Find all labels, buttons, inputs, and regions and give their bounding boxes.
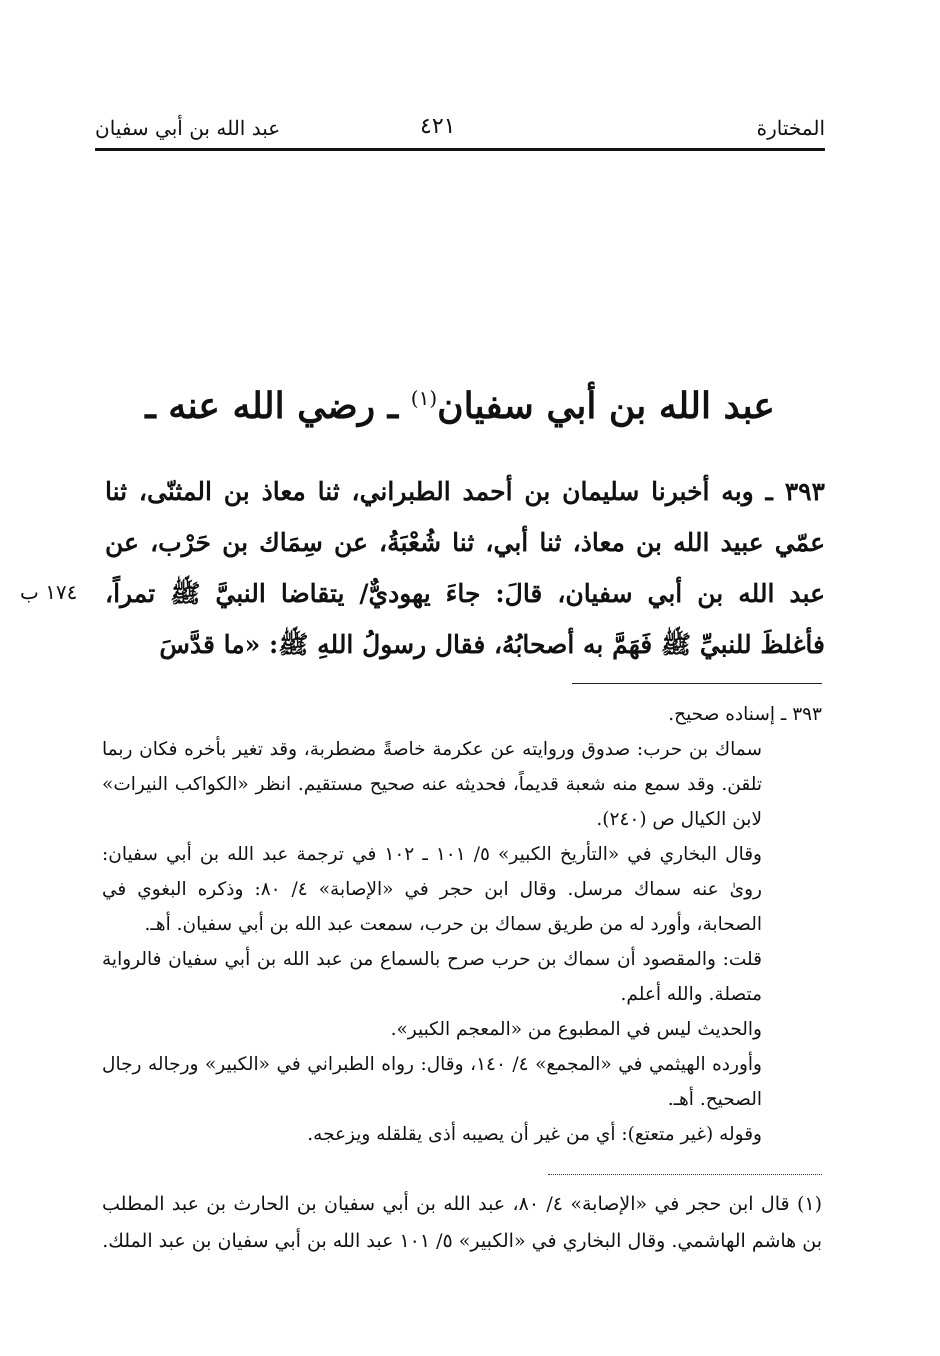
footnote-text: قال ابن حجر في «الإصابة» ٤/ ٨٠، عبد الله بن أبي سفيان بن الحارث بن عبد المطلب بن هاشم الهاشمي. وقال البخاري في «الكبير» ٥/ ١٠١ عبد الله بن أبي سفيان بن عبد الملك. [102, 1193, 822, 1252]
commentary-heading: ٣٩٣ ـ إسناده صحيح. [668, 704, 822, 725]
header-book-title: المختارة [756, 116, 825, 140]
title-footnote-ref: (١) [410, 386, 438, 410]
manuscript-folio-note: ١٧٤ ب [20, 580, 78, 604]
commentary-paragraph: وأورده الهيثمي في «المجمع» ٤/ ١٤٠، وقال: رواه الطبراني في «الكبير» ورجاله رجال الصحيح. أهـ. [102, 1054, 762, 1110]
footnote-separator [548, 1174, 822, 1175]
running-header [95, 112, 825, 152]
header-page-number: ٤٢١ [420, 114, 456, 139]
commentary-paragraph: وقوله (غير متعتع): أي من غير أن يصيبه أذى يقلقله ويزعجه. [307, 1124, 762, 1145]
header-section-title: عبد الله بن أبي سفيان [95, 116, 281, 140]
footnote [102, 1186, 822, 1260]
hadith-number: ٣٩٣ [784, 477, 825, 506]
commentary-paragraph: قلت: والمقصود أن سماك بن حرب صرح بالسماع من عبد الله بن أبي سفيان فالرواية متصلة. والله أعلم. [102, 949, 762, 1005]
commentary-paragraph: والحديث ليس في المطبوع من «المعجم الكبير». [390, 1019, 762, 1040]
header-rule [95, 148, 825, 151]
commentary [102, 697, 822, 1152]
chapter-title [95, 385, 825, 427]
hadith-text [105, 466, 825, 670]
chapter-title-suffix: ـ رضي الله عنه ـ [145, 385, 399, 427]
footnote-marker: (١) [796, 1193, 822, 1215]
commentary-separator [572, 683, 822, 684]
chapter-title-text: عبد الله بن أبي سفيان [437, 385, 775, 427]
commentary-paragraph: سماك بن حرب: صدوق وروايته عن عكرمة خاصةً مضطربة، وقد تغير بأخره فكان ربما تلقن. وقد سمع منه شعبة قديماً، فحديثه عنه صحيح مستقيم. انظر «الكواكب النيرات» لابن الكيال ص (٢٤٠). [102, 739, 762, 830]
hadith-body: ـ وبه أخبرنا سليمان بن أحمد الطبراني، ثنا معاذ بن المثنّى، ثنا عمّي عبيد الله بن معاذ، ثنا أبي، ثنا شُعْبَةُ، عن سِمَاك بن حَرْب، عن عبد الله بن أبي سفيان، قالَ: جاءَ يهوديٌّ/ يتقاضا النبيَّ ﷺ تمراً، فأغلظَ للنبيِّ ﷺ فَهَمَّ به أصحابُهُ، فقال رسولُ اللهِ ﷺ: «ما قدَّسَ [105, 477, 825, 659]
commentary-paragraph: وقال البخاري في «التأريخ الكبير» ٥/ ١٠١ ـ ١٠٢ في ترجمة عبد الله بن أبي سفيان: روىٰ عنه سماك مرسل. وقال ابن حجر في «الإصابة» ٤/ ٨٠: وذكره البغوي في الصحابة، وأورد له من طريق سماك بن حرب، سمعت عبد الله بن أبي سفيان. أهـ. [102, 844, 762, 935]
